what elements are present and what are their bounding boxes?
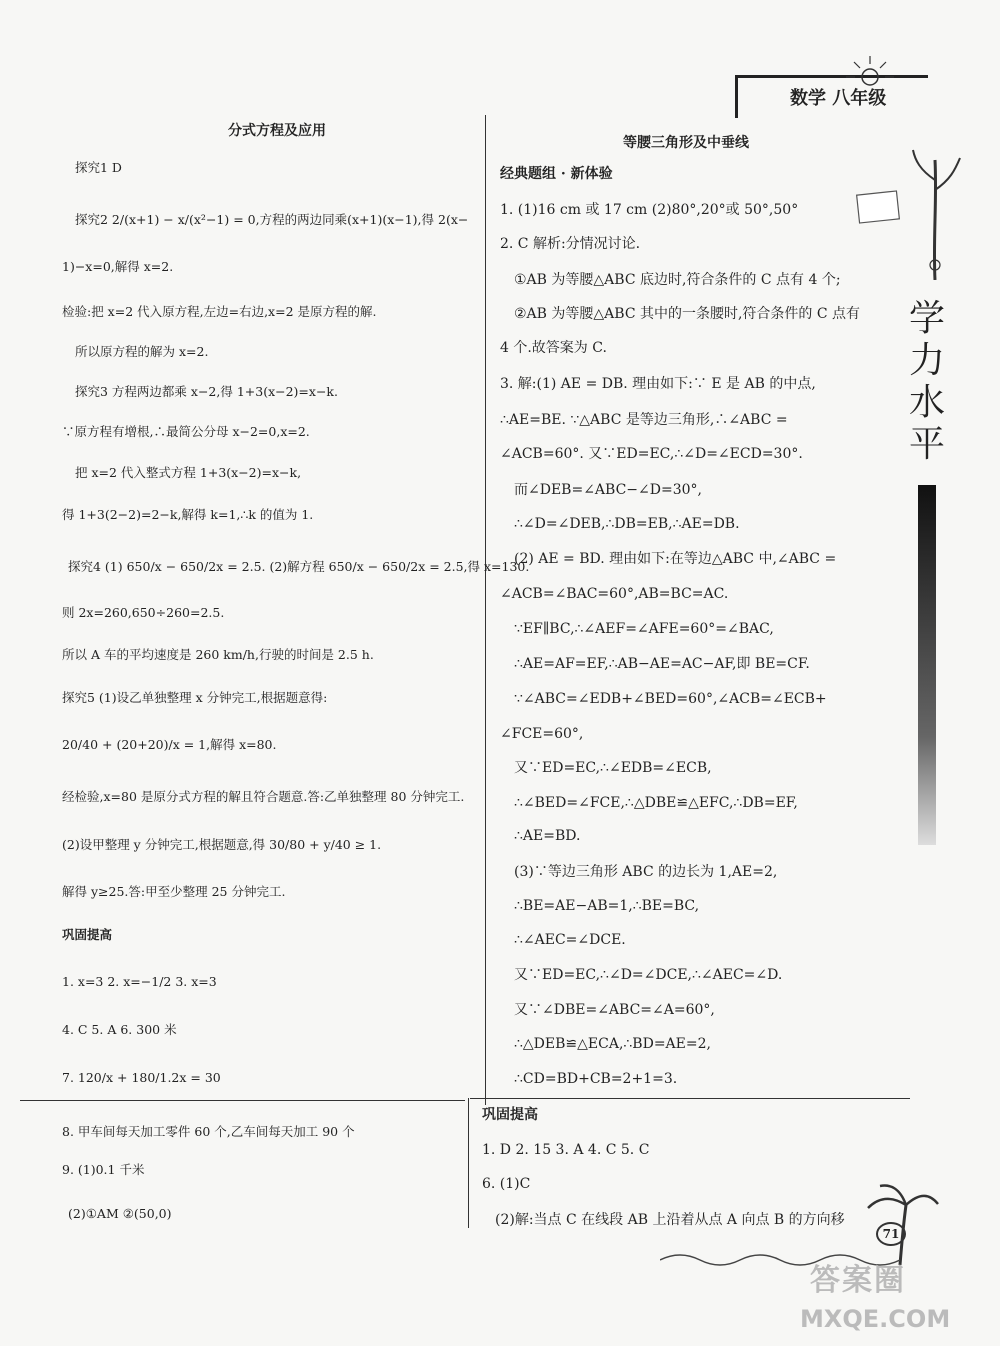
text-line: 探究5 (1)设乙单独整理 x 分钟完工,根据题意得: <box>62 690 328 705</box>
text-line: 又∵ED=EC,∴∠D=∠DCE,∴∠AEC=∠D. <box>514 967 783 983</box>
text-line: 而∠DEB=∠ABC−∠D=30°, <box>514 482 702 498</box>
svg-text:平: 平 <box>908 424 946 465</box>
text-line: 探究1 D <box>75 160 122 175</box>
right-bottom-rule <box>470 1098 910 1099</box>
text-line: ∴△DEB≌△ECA,∴BD=AE=2, <box>514 1036 711 1052</box>
text-line: (2)解:当点 C 在线段 AB 上沿着从点 A 向点 B 的方向移 <box>495 1212 845 1228</box>
text-line: ∴AE=BE. ∵△ABC 是等边三角形,∴∠ABC = <box>500 412 788 428</box>
text-line: 则 2x=260,650÷260=2.5. <box>62 605 225 620</box>
text-line: ①AB 为等腰△ABC 底边时,符合条件的 C 点有 4 个; <box>514 272 841 288</box>
text-line: 又∵ED=EC,∴∠EDB=∠ECB, <box>514 760 712 776</box>
text-line: 1)−x=0,解得 x=2. <box>62 259 174 274</box>
text-line: 得 1+3(2−2)=2−k,解得 k=1,∴k 的值为 1. <box>62 507 314 522</box>
text-line: 探究2 2/(x+1) − x/(x²−1) = 0,方程的两边同乘(x+1)(x−1),得 2(x− <box>75 212 469 227</box>
text-line: ∵EF∥BC,∴∠AEF=∠AFE=60°=∠BAC, <box>514 621 774 637</box>
page-number: 71 <box>876 1222 906 1246</box>
text-line: ∴∠D=∠DEB,∴DB=EB,∴AE=DB. <box>514 516 740 532</box>
subsection-title: 巩固提高 <box>482 1107 538 1123</box>
text-line: 经检验,x=80 是原分式方程的解且符合题意.答:乙单独整理 80 分钟完工. <box>62 789 465 804</box>
text-line: 所以原方程的解为 x=2. <box>75 344 209 359</box>
text-line: 20/40 + (20+20)/x = 1,解得 x=80. <box>62 737 277 752</box>
right-section-title: 等腰三角形及中垂线 <box>623 135 749 151</box>
text-line: ∴∠AEC=∠DCE. <box>514 932 626 948</box>
svg-text:学: 学 <box>908 298 946 339</box>
text-line: ∴CD=BD+CB=2+1=3. <box>514 1071 678 1087</box>
column-divider <box>485 115 486 1105</box>
text-line: (2) AE = BD. 理由如下:在等边△ABC 中,∠ABC = <box>514 551 837 567</box>
left-bottom-rule <box>20 1100 465 1101</box>
text-line: 3. 解:(1) AE = DB. 理由如下:∵ E 是 AB 的中点, <box>500 376 816 392</box>
svg-text:水: 水 <box>908 382 946 423</box>
text-line: 6. (1)C <box>482 1176 531 1192</box>
text-line: ∵原方程有增根,∴最简公分母 x−2=0,x=2. <box>62 424 310 439</box>
text-line: ∴AE=AF=EF,∴AB−AE=AC−AF,即 BE=CF. <box>514 656 810 672</box>
book-icon <box>855 188 905 228</box>
text-line: 9. (1)0.1 千米 <box>62 1162 145 1177</box>
text-line: (3)∵等边三角形 ABC 的边长为 1,AE=2, <box>514 864 778 880</box>
svg-text:力: 力 <box>908 340 946 381</box>
text-line: 2. C 解析:分情况讨论. <box>500 236 641 252</box>
text-line: ∠ACB=∠BAC=60°,AB=BC=AC. <box>500 586 729 602</box>
text-line: 8. 甲车间每天加工零件 60 个,乙车间每天加工 90 个 <box>62 1124 355 1139</box>
text-line: ∴∠BED=∠FCE,∴△DBE≌△EFC,∴DB=EF, <box>514 795 798 811</box>
text-line: 4. C 5. A 6. 300 米 <box>62 1022 177 1037</box>
text-line: 把 x=2 代入整式方程 1+3(x−2)=x−k, <box>75 465 302 480</box>
text-line: 所以 A 车的平均速度是 260 km/h,行驶的时间是 2.5 h. <box>62 647 374 662</box>
text-line: ∵∠ABC=∠EDB+∠BED=60°,∠ACB=∠ECB+ <box>514 691 827 707</box>
watermark-logo: 答案圈 <box>810 1263 906 1298</box>
text-line: 1. (1)16 cm 或 17 cm (2)80°,20°或 50°,50° <box>500 202 799 218</box>
text-line: 7. 120/x + 180/1.2x = 30 <box>62 1070 221 1085</box>
text-line: 1. x=3 2. x=−1/2 3. x=3 <box>62 974 217 989</box>
text-line: 检验:把 x=2 代入原方程,左边=右边,x=2 是原方程的解. <box>62 304 377 319</box>
bottom-divider <box>468 1098 469 1228</box>
text-line: 解得 y≥25.答:甲至少整理 25 分钟完工. <box>62 884 286 899</box>
subsection-title: 经典题组 · 新体验 <box>500 166 613 182</box>
header-subject: 数学 八年级 <box>790 88 887 109</box>
text-line: 1. D 2. 15 3. A 4. C 5. C <box>482 1142 650 1158</box>
text-line: (2)①AM ②(50,0) <box>68 1206 172 1221</box>
subsection-title: 巩固提高 <box>62 927 113 942</box>
text-line: ∠ACB=60°. 又∵ED=EC,∴∠D=∠ECD=30°. <box>500 446 803 462</box>
text-line: ∴AE=BD. <box>514 828 581 844</box>
sun-icon <box>840 52 900 92</box>
watermark-site: MXQE.COM <box>800 1305 951 1333</box>
text-line: ②AB 为等腰△ABC 其中的一条腰时,符合条件的 C 点有 <box>514 306 861 322</box>
text-line: 探究3 方程两边都乘 x−2,得 1+3(x−2)=x−k. <box>75 384 338 399</box>
calligraphy-logo <box>905 290 950 470</box>
decorative-strip <box>918 485 936 845</box>
text-line: 4 个.故答案为 C. <box>500 340 607 356</box>
text-line: (2)设甲整理 y 分钟完工,根据题意,得 30/80 + y/40 ≥ 1. <box>62 837 382 852</box>
text-line: 又∵∠DBE=∠ABC=∠A=60°, <box>514 1002 715 1018</box>
text-line: 探究4 (1) 650/x − 650/2x = 2.5. (2)解方程 650/x − 650/2x = 2.5,得 x=130. <box>68 559 530 574</box>
left-section-title: 分式方程及应用 <box>228 123 326 139</box>
text-line: ∴BE=AE−AB=1,∴BE=BC, <box>514 898 700 914</box>
small-sun-icon <box>920 250 950 280</box>
text-line: ∠FCE=60°, <box>500 726 584 742</box>
